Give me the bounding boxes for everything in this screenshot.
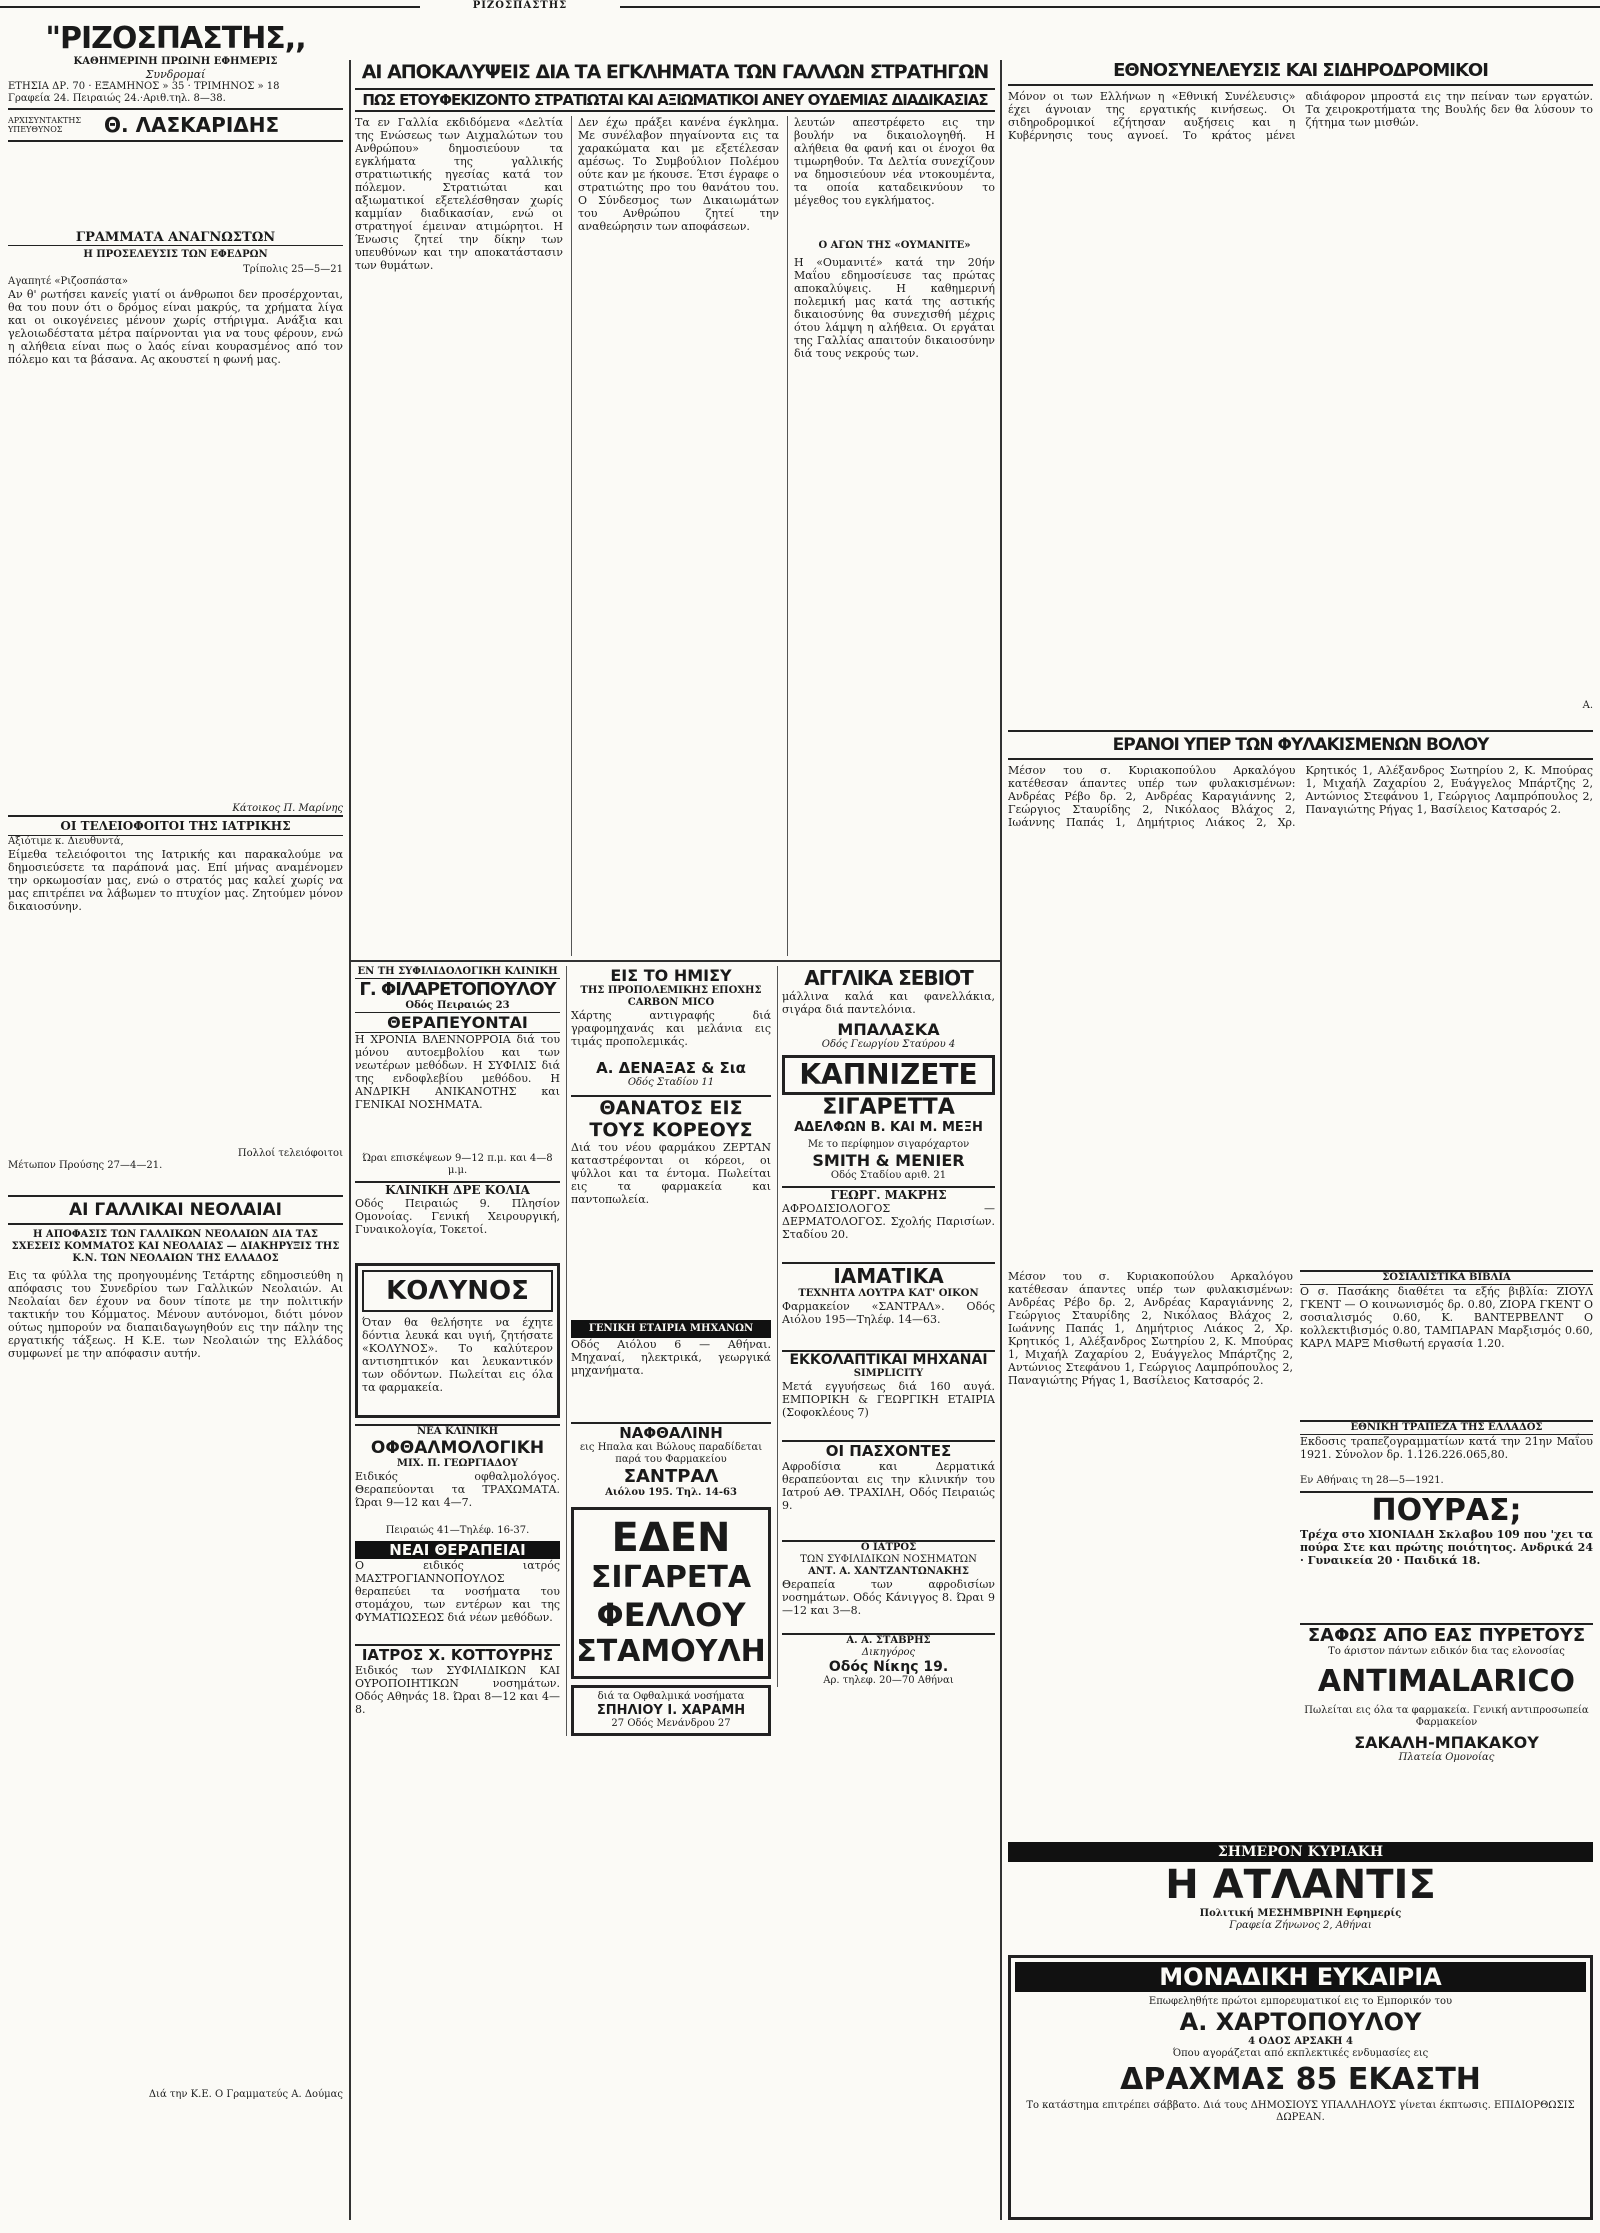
- iam-heading: ΙΑΜΑΤΙΚΑ: [782, 1262, 995, 1288]
- letters-body: Αν θ' ρωτήσει κανείς γιατί οι άνθρωποι δεν προσέρχονται, θα του πουν ότι ο δρόμος είναι μακρύς, τα χρήματα λίγα και οι οικογένειες μένουν χωρίς στήριγμα. Ανάξια και γελοιωδέστατα μέτρα παίρνονται για να τους φέρουν, ενώ η αλήθεια είναι πως ο λαός είναι κουρασμένος από τον πόλεμο και τα βάσανα. Ας ακουστεί η φωνή μας.: [8, 288, 343, 366]
- makris-body: ΑΦΡΟΔΙΣΙΟΛΟΓΟΣ — ΔΕΡΜΑΤΟΛΟΓΟΣ. Σχολής Παρισίων. Σταδίου 20.: [782, 1202, 995, 1241]
- main-subheadline: ΠΩΣ ΕΤΟΥΦΕΚΙΖΟΝΤΟ ΣΤΡΑΤΙΩΤΑΙ ΚΑΙ ΑΞΙΩΜΑΤΙΚΟΙ ΑΝΕΥ ΟΥΔΕΜΙΑΣ ΔΙΑΔΙΚΑΣΙΑΣ: [355, 88, 995, 112]
- main-col-1: Τα εν Γαλλία εκδιδόμενα «Δελτία της Ενώσεως των Αιχμαλώτων του Ανθρώπου» δημοσιεύουν τα εγκλήματα της γαλλικής στρατιωτικής ηγεσίας κατά τον πόλεμον. Στρατιώται και αξιωματικοί εξετελέσθησαν χωρίς καμμίαν διαδικασίαν, ενώ οι στρατηγοί έμειναν ατιμώρητοι. Η Ένωσις ζητεί την δίκην των υπευθύνων και την αποκατάστασιν των θυμάτων.: [355, 116, 563, 272]
- atlantis-subtitle: Πολιτική ΜΕΣΗΜΒΡΙΝΗ Εφημερίς: [1199, 1908, 1402, 1919]
- youth-subheading: Η ΑΠΟΦΑΣΙΣ ΤΩΝ ΓΑΛΛΙΚΩΝ ΝΕΟΛΑΙΩΝ ΔΙΑ ΤΑΣ ΣΧΕΣΕΙΣ ΚΟΜΜΑΤΟΣ ΚΑΙ ΝΕΟΛΑΙΑΣ — ΔΙΑΚΗΡΥΞΙΣ ΤΗΣ Κ.Ν. ΤΩΝ ΝΕΟΛΑΙΩΝ ΤΗΣ ΕΛΛΑΔΟΣ: [11, 1229, 340, 1264]
- letters-heading: ΓΡΑΜΜΑΤΑ ΑΝΑΓΝΩΣΤΩΝ: [8, 230, 343, 246]
- knit-brand: SIMPLICITY: [853, 1368, 924, 1379]
- antimalarico-place: Πλατεία Ομονοίας: [1398, 1752, 1495, 1763]
- clinic-cure: ΘΕΡΑΠΕΥΟΝΤΑΙ: [355, 1012, 560, 1033]
- ophth-doctor: ΜΙΧ. Π. ΓΕΩΡΓΙΑΔΟΥ: [396, 1458, 519, 1469]
- eye-name: ΣΠΗΛΙΟΥ Ι. ΧΑΡΑΜΗ: [596, 1703, 746, 1718]
- clinic-head: ΕΝ ΤΗ ΣΥΦΙΛΙΔΟΛΟΓΙΚΗ ΚΛΙΝΙΚΗ: [355, 966, 560, 979]
- antimalarico-intro: Το άριστον πάντων ειδικόν δια τας ελονοσίας: [1328, 1646, 1565, 1657]
- mech-heading: ΓΕΝΙΚΗ ΕΤΑΙΡΙΑ ΜΗΧΑΝΩΝ: [571, 1320, 771, 1338]
- knit-heading: ΕΚΚΟΛΑΠΤΙΚΑΙ ΜΗΧΑΝΑΙ: [782, 1350, 995, 1368]
- stavris-address: Οδός Νίκης 19.: [828, 1659, 949, 1675]
- cheviot-heading: ΑΓΓΛΙΚΑ ΣΕΒΙΟΤ: [804, 966, 973, 990]
- half-address: Οδός Σταδίου 11: [627, 1077, 715, 1088]
- main-col-3: [787, 116, 995, 956]
- clinic-body: Η ΧΡΟΝΙΑ ΒΛΕΝΝΟΡΡΟΙΑ διά του μόνου αυτοεμβολίου και των νεωτέρων μεθόδων. Η ΣΥΦΙΛΙΣ διά της ενδοφλεβίου μεθόδου. Η ΑΝΔΡΙΚΗ ΑΝΙΚΑΝΟΤΗΣ και ΓΕΝΙΚΑΙ ΝΟΣΗΜΑΤΑ.: [355, 1033, 560, 1111]
- half-brand: CARBON MICO: [627, 997, 715, 1008]
- main-headline: ΑΙ ΑΠΟΚΑΛΥΨΕΙΣ ΔΙΑ ΤΑ ΕΓΚΛΗΜΑΤΑ ΤΩΝ ΓΑΛΛΩΝ ΣΤΡΑΤΗΓΩΝ: [361, 61, 989, 83]
- eden-ad: [571, 1507, 771, 1679]
- half-body: Χάρτης αντιγραφής διά γραφομηχανάς και μελάνια εις τιμάς προπολεμικάς.: [571, 1009, 771, 1048]
- monadiki-offer: Όπου αγοράζεται από εκπλεκτικές ενδυμασίες εις: [1172, 2048, 1429, 2059]
- right-ads-column: [1300, 1270, 1593, 1764]
- monadiki-ad: [1008, 1955, 1593, 2220]
- clinic-hours: Ώραι επισκέψεων 9—12 π.μ. και 4—8 μ.μ.: [362, 1153, 553, 1176]
- eye-address: 27 Οδός Μενάνδρου 27: [611, 1718, 731, 1729]
- letters-subheading: Η ΠΡΟΣΕΛΕΥΣΙΣ ΤΩΝ ΕΦΕΔΡΩΝ: [83, 249, 268, 260]
- half-subheading: ΤΗΣ ΠΡΟΠΟΛΕΜΙΚΗΣ ΕΠΟΧΗΣ: [580, 985, 762, 996]
- monadiki-address: 4 ΟΔΟΣ ΑΡΣΑΚΗ 4: [1248, 2036, 1353, 2047]
- doc-body: Θεραπεία των αφροδισίων νοσημάτων. Οδός Κάνιγγος 8. Ώραι 9—12 και 3—8.: [782, 1578, 995, 1617]
- antimalarico-name: ANTIMALARICO: [1317, 1664, 1576, 1699]
- masthead: [8, 22, 343, 142]
- smoke-firm: ΑΔΕΛΦΩΝ Β. ΚΑΙ Μ. ΜΕΞΗ: [794, 1120, 983, 1135]
- relief-body-continued: Μέσον του σ. Κυριακοπούλου Αρκαλόγου κατέθεσαν άπαντες υπέρ των φυλακισμένων: Ανδρέας Ρέβο δρ. 2, Ανδρέας Καραγιάννης 2, Γεώργιος Σταυρίδης 2, Νικόλαος Βλάχος 2, Ιωάννης Παπάς 1, Δημήτριος Λιάκος 2, Χρ. Κρητικός 1, Αλέξανδρος Σωτηρίου 2, Κ. Μπούρας 1, Μιχαήλ Ζαχαρίου 2, Ευάγγελος Μπάρτζης 2, Αντώνιος Στεφάνου 1, Γεώργιος Λαμπρόπουλος 2, Παναγιώτης Ρήγας 1, Βασίλειος Κατσαρός 2.: [1008, 1270, 1293, 1387]
- ads-col-b: [566, 966, 771, 1736]
- eye-heading: διά τα Οφθαλμικά νοσήματα: [597, 1691, 745, 1702]
- column-divider: [349, 60, 351, 2220]
- makris-heading: ΓΕΩΡΓ. ΜΑΚΡΗΣ: [782, 1186, 995, 1202]
- railways-signature: Α.: [1582, 700, 1593, 711]
- new-cures-body: Ο ειδικός ιατρός ΜΑΣΤΡΟΓΙΑΝΝΟΠΟΥΛΟΣ θεραπεύει τα νοσήματα του στομάχου, των εντέρων και της ΦΥΜΑΤΙΩΣΕΩΣ διά νέων μεθόδων.: [355, 1559, 560, 1624]
- relief-headline: ΕΡΑΝΟΙ ΥΠΕΡ ΤΩΝ ΦΥΛΑΚΙΣΜΕΝΩΝ ΒΟΛΟΥ: [1008, 730, 1593, 760]
- editor-name: Θ. ΛΑΣΚΑΡΙΔΗΣ: [104, 113, 280, 137]
- medicine-signature: Πολλοί τελειόφοιτοι: [237, 1148, 343, 1159]
- bank-heading: ΕΘΝΙΚΗ ΤΡΑΠΕΖΑ ΤΗΣ ΕΛΛΑΔΟΣ: [1300, 1420, 1593, 1435]
- pouras-heading: ΠΟΥΡΑΣ;: [1300, 1491, 1593, 1528]
- ophth-name: ΟΦΘΑΛΜΟΛΟΓΙΚΗ: [370, 1438, 545, 1458]
- iam-subheading: ΤΕΧΝΗΤΑ ΛΟΥΤΡΑ ΚΑΤ' ΟΙΚΟΝ: [798, 1288, 979, 1299]
- subscription-rates: ΕΤΗΣΙΑ ΔΡ. 70 · ΕΞΑΜΗΝΟΣ » 35 · ΤΡΙΜΗΝΟΣ » 18: [8, 81, 280, 92]
- kolynos-ad: [355, 1263, 560, 1418]
- moth-body: εις Ηπαλα και Βώλους παραδίδεται παρά του Φαρμακείου: [579, 1442, 763, 1465]
- kottouris-body: Ειδικός των ΣΥΦΙΛΙΔΙΚΩΝ ΚΑΙ ΟΥΡΟΠΟΙΗΤΙΚΩΝ νοσημάτων. Οδός Αθηνάς 18. Ώραι 8—12 και 4—8.: [355, 1664, 560, 1716]
- medicine-section: [8, 815, 343, 1172]
- ophth-tel: Πειραιώς 41—Τηλέφ. 16-37.: [385, 1525, 530, 1536]
- main-article: [355, 60, 995, 956]
- moth-heading: ΝΑΦΘΑΛΙΝΗ: [571, 1422, 771, 1442]
- youth-body: Εις τα φύλλα της προηγουμένης Τετάρτης εδημοσιεύθη η απόφασις του Συνεδρίου των Γαλλικών Νεολαιών. Αι Νεολαίαι δεν έχουν να δουν τίποτε με την πολιτικήν τακτικήν του Κόμματος. Μένουν αυτόνομοι, διότι μόνον ούτως ημπορούν να διαπαιδαγωγηθούν εις την πάλην της εργατικής τάξεως. Η Κ.Ε. των Νεολαιών της Ελλάδος συμφωνεί με την απόφασιν αυτήν.: [8, 1269, 343, 1360]
- main-col-2: Δεν έχω πράξει κανένα έγκλημα. Με συνέλαβον πηγαίνοντα εις τα χαρακώματα και με εξετέλεσαν αμέσως. Το Συμβούλιον Πολέμου ούτε καν με ήκουσε. Έτσι έγραφε ο στρατιώτης προ του θανάτου του. Ο Σύνδεσμος των Δικαιωμάτων του Ανθρώπου ζητεί την αναθεώρησιν των αποφάσεων.: [571, 116, 779, 956]
- atlantis-today: ΣΗΜΕΡΟΝ ΚΥΡΙΑΚΗ: [1008, 1842, 1593, 1862]
- atlantis-name: Η ΑΤΛΑΝΤΙΣ: [1165, 1862, 1436, 1908]
- clinic-address: Οδός Πειραιώς 23: [405, 1000, 510, 1011]
- newspaper-subtitle: ΚΑΘΗΜΕΡΙΝΗ ΠΡΩΙΝΗ ΕΦΗΜΕΡΙΣ: [73, 56, 278, 67]
- pain-body: Αφροδίσια και Δερματικά θεραπεύονται εις την κλινικήν του Ιατρού ΑΘ. ΤΡΑΧΙΛΗ, Οδός Πειραιώς 9.: [782, 1460, 995, 1512]
- antimalarico-seller: ΣΑΚΑΛΗ-ΜΠΑΚΑΚΟΥ: [1354, 1733, 1539, 1752]
- knit-body: Μετά εγγυήσεως διά 160 αυγά. ΕΜΠΟΡΙΚΗ & ΓΕΩΡΓΙΚΗ ΕΤΑΙΡΙΑ (Σοφοκλέους 7): [782, 1380, 995, 1419]
- header-rule: [0, 6, 1600, 16]
- moth-name: ΣΑΝΤΡΑΛ: [623, 1466, 719, 1487]
- smoke-subheading: ΣΙΓΑΡΕΤΤΑ: [822, 1095, 955, 1120]
- pouras-body: Τρέχα στο ΧΙΟΝΙΑΔΗ Σκλαβου 109 που 'χει τα πούρα Στε και πρώτης ποιότητος. Ανδρικά 24 · Γυναικεία 20 · Παιδικά 18.: [1300, 1528, 1593, 1567]
- youth-signature: Διά την Κ.Ε. Ο Γραμματεύς Α. Δούμας: [148, 2089, 343, 2100]
- monadiki-heading: ΜΟΝΑΔΙΚΗ ΕΥΚΑΙΡΙΑ: [1015, 1962, 1586, 1992]
- half-heading: ΕΙΣ ΤΟ ΗΜΙΣΥ: [610, 966, 732, 985]
- books-heading: ΣΟΣΙΑΛΙΣΤΙΚΑ ΒΙΒΛΙΑ: [1300, 1270, 1593, 1285]
- kolynos-name: ΚΟΛΥΝΟΣ: [362, 1270, 553, 1312]
- cheviot-body: μάλλινα καλά και φανελλάκια, σιγάρα διά παντελόνια.: [782, 990, 995, 1016]
- new-cures-heading: ΝΕΑΙ ΘΕΡΑΠΕΙΑΙ: [355, 1541, 560, 1559]
- dre-body: Οδός Πειραιώς 9. Πλησίον Ομονοίας. Γενική Χειρουργική, Γυναικολογία, Τοκετοί.: [355, 1197, 560, 1236]
- kolynos-body: Όταν θα θελήσητε να έχητε δόντια λευκά και υγιή, ζητήσατε «ΚΟΛΥΝΟΣ». Το καλύτερον αντισηπτικόν και λευκαντικόν των οδόντων. Πωλείται εις όλα τα φαρμακεία.: [362, 1316, 553, 1394]
- letters-section: [8, 230, 343, 815]
- bank-date: Εν Αθήναις τη 28—5—1921.: [1300, 1475, 1444, 1486]
- monadiki-footer: Το κατάστημα επιτρέπει σάββατο. Διά τους ΔΗΜΟΣΙΟΥΣ ΥΠΑΛΛΗΛΟΥΣ γίνεται έκπτωσις. ΕΠΙΔΙΟΡΘΩΣΙΣ ΔΩΡΕΑΝ.: [1026, 2100, 1575, 2123]
- books-body: Ο σ. Πασάκης διαθέτει τα εξής βιβλία: ΖΙΟΥΛ ΓΚΕΝΤ — Ο κοινωνισμός δρ. 0.80, ΖΙΟΡΑ ΓΚΕΝΤ Ο σοσιαλισμός 0.60, Κ. ΒΑΝΤΕΡΒΕΛΝΤ Ο κολλεκτιβισμός 0.80, ΤΑΜΠΑΡΑΝ Μαρξισμός 0.60, ΚΑΡΛ ΜΑΡΞ Μισθωτή εργασία 1.20.: [1300, 1285, 1593, 1350]
- newspaper-name: "ΡΙΖΟΣΠΑΣΤΗΣ,,: [45, 22, 306, 56]
- letters-date: Τρίπολις 25—5—21: [243, 264, 343, 275]
- stavris-role: Δικηγόρος: [861, 1647, 916, 1658]
- atlantis-address: Γραφεία Ζήνωνος 2, Αθήναι: [1229, 1920, 1372, 1931]
- ophth-head: ΝΕΑ ΚΛΙΝΙΚΗ: [355, 1424, 560, 1438]
- pain-heading: ΟΙ ΠΑΣΧΟΝΤΕΣ: [782, 1440, 995, 1460]
- doc-subheading: ΤΩΝ ΣΥΦΙΛΙΔΙΚΩΝ ΝΟΣΗΜΑΤΩΝ: [800, 1554, 977, 1565]
- stavris-name: Α. Α. ΣΤΑΒΡΗΣ: [782, 1633, 995, 1647]
- half-firm: Α. ΔΕΝΑΞΑΣ & Σια: [596, 1059, 746, 1077]
- monadiki-name: Α. ΧΑΡΤΟΠΟΥΛΟΥ: [1179, 2008, 1422, 2036]
- eden-line-2: ΣΙΓΑΡΕΤΑ: [590, 1560, 752, 1595]
- mpalaska-name: ΜΠΑΛΑΣΚΑ: [837, 1020, 940, 1039]
- section-divider: [351, 960, 1000, 962]
- column-divider: [1000, 60, 1002, 2220]
- clinic-name: Γ. ΦΙΛΑΡΕΤΟΠΟΥΛΟΥ: [359, 979, 556, 1000]
- smoke-note: Με το περίφημον σιγαρόχαρτον: [807, 1139, 970, 1150]
- medicine-heading: ΟΙ ΤΕΛΕΙΟΦΟΙΤΟΙ ΤΗΣ ΙΑΤΡΙΚΗΣ: [8, 815, 343, 836]
- monadiki-price: ΔΡΑΧΜΑΣ 85 ΕΚΑΣΤΗ: [1120, 2062, 1481, 2097]
- main-columns: [355, 116, 995, 956]
- youth-section: [8, 1195, 343, 2101]
- letters-signature: Κάτοικος Π. Μαρίνης: [232, 803, 343, 814]
- eden-line-4: ΣΤΑΜΟΥΛΗ: [576, 1634, 766, 1669]
- eye-ad: [571, 1685, 771, 1736]
- death-heading: ΘΑΝΑΤΟΣ ΕΙΣ ΤΟΥΣ ΚΟΡΕΟΥΣ: [571, 1095, 771, 1141]
- relief-body: Μέσον του σ. Κυριακοπούλου Αρκαλόγου κατέθεσαν άπαντες υπέρ των φυλακισμένων: Ανδρέας Ρέβο δρ. 2, Ανδρέας Καραγιάννης 2, Γεώργιος Σταυρίδης 2, Νικόλαος Βλάχος 2, Ιωάννης Παπάς 1, Δημήτριος Λιάκος 2, Χρ. Κρητικός 1, Αλέξανδρος Σωτηρίου 2, Κ. Μπούρας 1, Μιχαήλ Ζαχαρίου 2, Ευάγγελος Μπάρτζης 2, Αντώνιος Στεφάνου 1, Γεώργιος Λαμπρόπουλος 2, Παναγιώτης Ρήγας 1, Βασίλειος Κατσαρός 2.: [1008, 764, 1593, 829]
- atlantis-ad: [1008, 1842, 1593, 1932]
- main-col-3-body: Η «Ουμανιτέ» κατά την 20ήν Μαΐου εδημοσίευσε τας πρώτας αποκαλύψεις. Η καθημερινή πολεμική μας κατά της αστικής δικαιοσύνης θα συνεχισθή μέχρις ότου λάμψη η αλήθεια. Οι εργάται της Γαλλίας απαιτούν δικαιοσύνην διά τους νεκρούς των.: [794, 256, 995, 360]
- letters-greeting: Αγαπητέ «Ριζοσπάστα»: [8, 276, 128, 287]
- railways-article: [1008, 60, 1593, 712]
- moth-address: Αιόλου 195. Τηλ. 14-63: [605, 1487, 737, 1498]
- ads-col-a: [355, 966, 560, 1724]
- smoke-heading: ΚΑΠΝΙΖΕΤΕ: [799, 1058, 978, 1091]
- office-address: Γραφεία 24. Πειραιώς 24.·Αριθ.τηλ. 8—38.: [8, 93, 343, 110]
- antimalarico-heading: ΣΑΦΩΣ ΑΠΟ ΕΑΣ ΠΥΡΕΤΟΥΣ: [1300, 1623, 1593, 1646]
- medicine-body: Είμεθα τελειόφοιτοι της Ιατρικής και παρακαλούμε να δημοσιεύσετε τα παράπονά μας. Επί μήνας αναμένομεν την ορκωμοσίαν μας, ενώ ο στρατός μας καλεί χωρίς να μας επιτρέπει να λάβωμεν το πτυχίον μας. Ζητούμεν μόνον δικαιοσύνην.: [8, 848, 343, 913]
- railways-body: Μόνον οι των Ελλήνων η «Εθνική Συνέλευσις» έχει άγνοιαν της εργατικής κινήσεως. Οι σιδηροδρομικοί εζήτησαν αυξήσεις και η Κυβέρνησις τους αγνοεί. Το κράτος μένει αδιάφορον μπροστά εις την πείναν των εργατών. Τα χειροκροτήματα της Βουλής δεν θα λύσουν το ζήτημα των μισθών.: [1008, 90, 1593, 142]
- main-col-3-heading: Ο ΑΓΩΝ ΤΗΣ «ΟΥΜΑΝΙΤΕ»: [818, 240, 971, 251]
- editor-label: ΑΡΧΙΣΥΝΤΑΚΤΗΣ ΥΠΕΥΘΥΝΟΣ: [8, 116, 82, 134]
- medicine-date: Μέτωπον Προύσης 27—4—21.: [8, 1160, 163, 1171]
- main-col-3-text: λευτών απεστρέφετο εις την βουλήν να δικαιολογηθή. Η αλήθεια θα φανή και οι ένοχοι θα τιμωρηθούν. Τα Δελτία συνεχίζουν να δημοσιεύουν νέα ντοκουμέντα, τα οποία καταδεικνύουν το μέγεθος του εγκλήματος.: [794, 116, 995, 207]
- smith-brand: SMITH & MENIER: [812, 1151, 965, 1170]
- monadiki-body: Επωφεληθήτε πρώτοι εμπορευματικοί εις το Εμπορικόν του: [1148, 1996, 1453, 2007]
- doc-heading: Ο ΙΑΤΡΟΣ: [782, 1540, 995, 1554]
- eden-line-1: ΕΔΕΝ: [611, 1515, 731, 1561]
- mpalaska-address: Οδός Γεωργίου Σταύρου 4: [821, 1039, 956, 1050]
- medicine-greeting: Αξιότιμε κ. Διευθυντά,: [8, 836, 124, 847]
- youth-heading: ΑΙ ΓΑΛΛΙΚΑΙ ΝΕΟΛΑΙΑΙ: [8, 1195, 343, 1225]
- relief-continued: [1008, 1270, 1293, 1830]
- ophth-body: Ειδικός οφθαλμολόγος. Θεραπεύονται τα ΤΡΑΧΩΜΑΤΑ. Ώραι 9—12 και 4—7.: [355, 1470, 560, 1509]
- bank-body: Εκδοσις τραπεζογραμματίων κατά την 21ην Μαΐου 1921. Σύνολον δρ. 1.126.226.065,80.: [1300, 1435, 1593, 1461]
- subscription-label: Συνδρομαί: [145, 68, 206, 81]
- ads-col-c: [777, 966, 995, 1687]
- running-head: ΡΙΖΟΣΠΑΣΤΗΣ: [420, 0, 620, 14]
- eden-line-3: ΦΕΛΛΟΥ: [596, 1596, 746, 1634]
- kottouris-heading: ΙΑΤΡΟΣ Χ. ΚΟΤΤΟΥΡΗΣ: [355, 1644, 560, 1664]
- iam-body: Φαρμακείον «ΣΑΝΤΡΑΛ». Οδός Αιόλου 195—Τηλέφ. 14—63.: [782, 1300, 995, 1326]
- stavris-tel: Αρ. τηλεφ. 20—70 Αθήναι: [823, 1675, 954, 1686]
- smith-address: Οδός Σταδίου αριθ. 21: [830, 1170, 947, 1181]
- dre-heading: ΚΛΙΝΙΚΗ ΔΡΕ ΚΟΛΙΑ: [355, 1181, 560, 1197]
- death-body: Διά του νέου φαρμάκου ΖΕΡΤΑΝ καταστρέφονται οι κόρεοι, οι ψύλλοι και τα έντομα. Πωλείται εις τα φαρμακεία και παντοπωλεία.: [571, 1141, 771, 1206]
- doc-name: ΑΝΤ. Α. ΧΑΝΤΖΑΝΤΩΝΑΚΗΣ: [808, 1566, 969, 1577]
- mech-body: Οδός Αιόλου 6 — Αθήναι. Μηχαναί, ηλεκτρικά, γεωργικά μηχανήματα.: [571, 1338, 771, 1377]
- railways-headline: ΕΘΝΟΣΥΝΕΛΕΥΣΙΣ ΚΑΙ ΣΙΔΗΡΟΔΡΟΜΙΚΟΙ: [1008, 60, 1593, 86]
- smoke-ad: [782, 1055, 995, 1095]
- antimalarico-text: Πωλείται εις όλα τα φαρμακεία. Γενική αντιπροσωπεία Φαρμακείον: [1304, 1705, 1589, 1728]
- editor-line: [8, 110, 343, 142]
